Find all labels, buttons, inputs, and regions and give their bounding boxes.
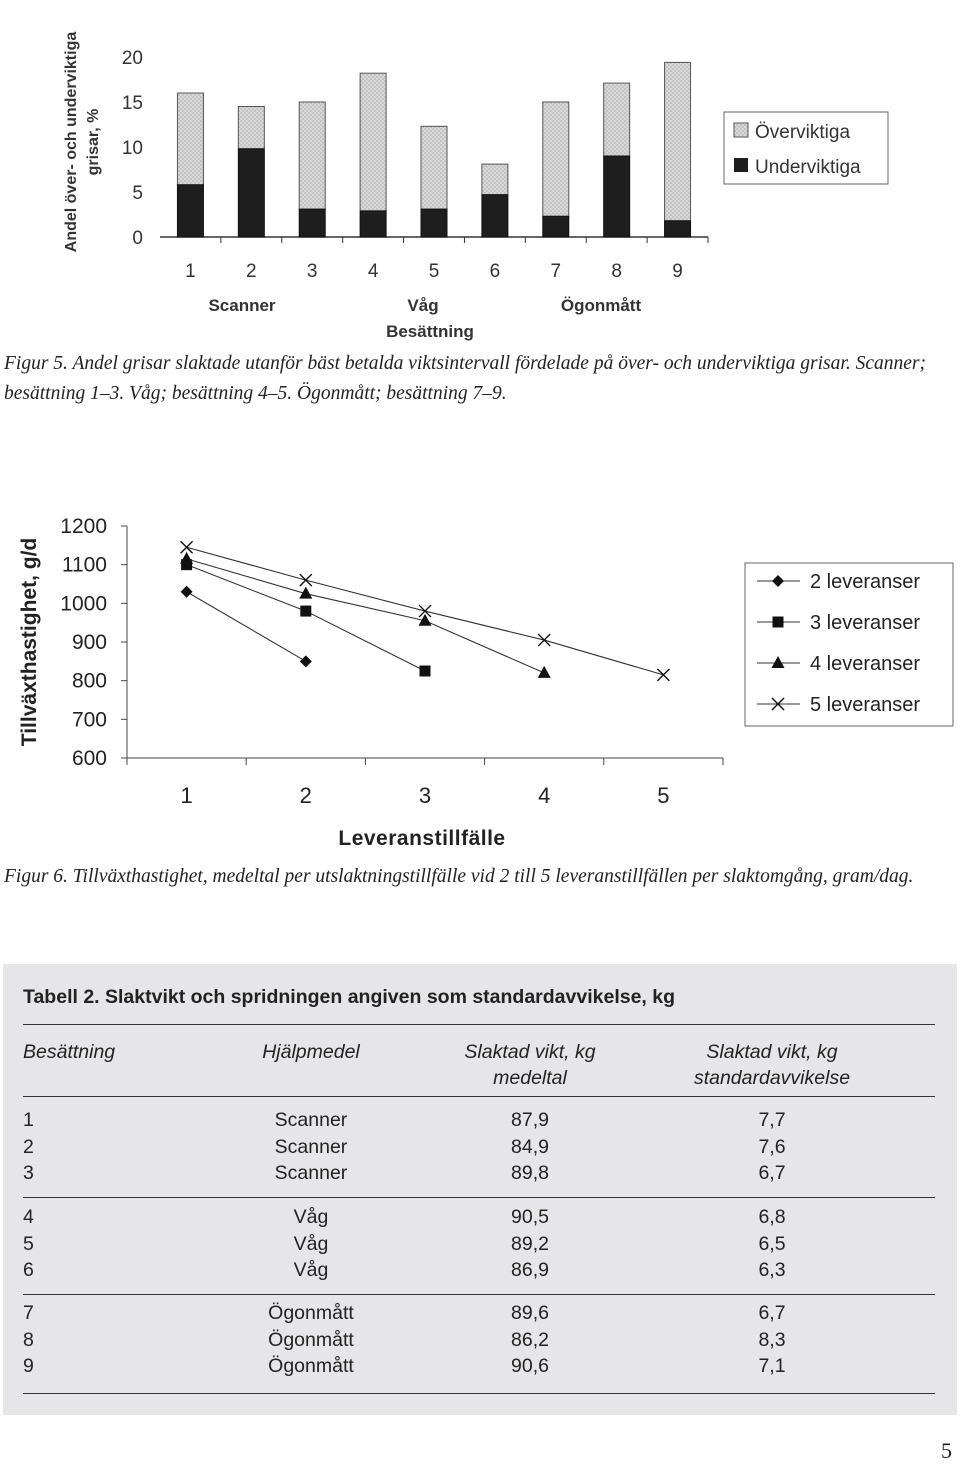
legend-label: 3 leveranser xyxy=(810,612,921,634)
cell-medel: 90,6 xyxy=(511,1355,549,1377)
y-axis-title xyxy=(63,32,102,253)
x-tick-label: 4 xyxy=(538,783,551,808)
figure-6-chart xyxy=(0,500,960,860)
y-tick-label: 0 xyxy=(132,228,143,249)
y-tick-label: 1000 xyxy=(60,592,107,616)
data-point-diamond xyxy=(300,655,312,667)
cell-hj: Ögonmått xyxy=(268,1328,354,1351)
bar-underviktiga xyxy=(238,149,264,237)
x-axis-title: Besättning xyxy=(386,322,474,341)
table-rule-group xyxy=(23,1197,935,1198)
cell-bes: 8 xyxy=(23,1328,34,1351)
series-triangle xyxy=(180,552,551,678)
legend-label: 4 leveranser xyxy=(810,653,921,675)
y-tick-label: 1200 xyxy=(60,515,107,538)
cell-sd: 7,6 xyxy=(758,1135,786,1158)
cell-medel: 89,8 xyxy=(511,1162,549,1184)
bar-overviktiga xyxy=(482,164,508,195)
table-2 xyxy=(3,964,957,1415)
table-title: Tabell 2. Slaktvikt och spridningen angiven som standardavvikelse, kg xyxy=(23,986,676,1008)
x-tick-label: 3 xyxy=(418,783,432,808)
legend-label: 5 leveranser xyxy=(810,694,921,716)
series-x xyxy=(181,541,670,681)
table-rule-top xyxy=(23,1024,935,1025)
x-tick-label: 6 xyxy=(489,261,501,282)
x-tick-label: 5 xyxy=(657,783,670,808)
cell-hj: Scanner xyxy=(274,1109,348,1131)
figure-6-caption: Figur 6. Tillväxthastighet, medeltal per utslaktningstillfälle vid 2 till 5 leveranstillfällen per slaktomgång, gram/dag. xyxy=(4,866,914,887)
x-tick-label: 2 xyxy=(299,783,312,808)
header-sd-line1: Slaktad vikt, kg xyxy=(706,1041,838,1063)
group-label: Scanner xyxy=(208,296,276,315)
bar-overviktiga xyxy=(421,126,447,209)
data-point-triangle xyxy=(180,552,193,564)
y-tick-label: 1100 xyxy=(61,553,107,577)
x-tick-label: 4 xyxy=(367,261,379,282)
data-point-diamond xyxy=(181,586,193,598)
header-besattning: Besättning xyxy=(23,1041,116,1063)
x-tick-label: 8 xyxy=(611,261,622,282)
bar-overviktiga xyxy=(177,93,203,185)
data-point-square xyxy=(300,606,311,617)
data-point-x xyxy=(538,634,550,646)
figure-5-chart xyxy=(0,0,960,345)
cell-sd: 6,7 xyxy=(758,1162,786,1184)
cell-sd: 6,7 xyxy=(758,1302,786,1324)
y-tick-label: 15 xyxy=(121,93,143,114)
cell-sd: 6,5 xyxy=(758,1232,786,1255)
bar-underviktiga xyxy=(543,216,569,237)
series-line xyxy=(187,559,545,673)
bar-underviktiga xyxy=(421,209,447,237)
header-medeltal-line2: medeltal xyxy=(493,1067,567,1089)
cell-medel: 86,2 xyxy=(511,1328,549,1351)
bar-underviktiga xyxy=(665,221,691,237)
cell-hj: Våg xyxy=(293,1259,329,1281)
cell-sd: 7,7 xyxy=(758,1109,786,1131)
cell-bes: 2 xyxy=(23,1135,34,1158)
y-tick-label: 600 xyxy=(71,747,107,770)
cell-sd: 7,1 xyxy=(758,1355,786,1377)
page-number: 5 xyxy=(941,1438,952,1463)
x-tick-label: 5 xyxy=(428,261,440,282)
legend-swatch-underviktiga xyxy=(734,158,748,172)
x-tick-label: 9 xyxy=(672,261,683,282)
data-point-x xyxy=(300,574,312,586)
bar-overviktiga xyxy=(604,83,630,156)
bar-underviktiga xyxy=(604,156,630,237)
cell-medel: 86,9 xyxy=(511,1259,549,1281)
y-tick-label: 700 xyxy=(71,708,107,732)
cell-sd: 6,8 xyxy=(758,1206,786,1228)
cell-medel: 87,9 xyxy=(511,1109,549,1131)
cell-bes: 9 xyxy=(23,1355,34,1377)
figure-5-caption: Figur 5. Andel grisar slaktade utanför bäst betalda viktsintervall fördelade på över- och underviktiga grisar. Scanner; besättning 1–3. Våg; besättning 4–5. Ögonmått; besättning 7–9. xyxy=(4,353,926,404)
cell-hj: Våg xyxy=(293,1232,329,1255)
header-medeltal-line1: Slaktad vikt, kg xyxy=(464,1041,596,1063)
y-tick-label: 20 xyxy=(121,48,143,69)
bar-overviktiga xyxy=(360,73,386,211)
cell-hj: Ögonmått xyxy=(268,1355,354,1377)
series-diamond xyxy=(181,586,312,668)
bar-overviktiga xyxy=(238,107,264,149)
y-axis-title-line1: Andel över- och underviktiga xyxy=(63,31,80,253)
group-label: Ögonmått xyxy=(560,296,642,315)
bar-overviktiga xyxy=(665,62,691,220)
header-hjalpmedel: Hjälpmedel xyxy=(262,1041,360,1063)
cell-bes: 1 xyxy=(23,1109,34,1131)
legend-label-underviktiga: Underviktiga xyxy=(755,157,861,178)
bar-underviktiga xyxy=(360,211,386,237)
legend-swatch-overviktiga xyxy=(734,123,748,137)
legend-marker-square xyxy=(773,617,784,628)
cell-bes: 5 xyxy=(23,1232,34,1255)
cell-bes: 6 xyxy=(23,1259,34,1281)
cell-hj: Ögonmått xyxy=(268,1302,354,1324)
cell-medel: 89,6 xyxy=(511,1302,549,1324)
data-point-square xyxy=(420,666,431,677)
x-tick-label: 3 xyxy=(306,261,318,282)
cell-hj: Scanner xyxy=(274,1135,348,1158)
cell-sd: 8,3 xyxy=(758,1328,786,1351)
y-tick-label: 900 xyxy=(71,631,107,654)
x-tick-label: 1 xyxy=(185,261,196,282)
bar-underviktiga xyxy=(482,195,508,237)
y-tick-label: 800 xyxy=(71,669,107,693)
data-point-x xyxy=(657,669,669,681)
table-rule-group xyxy=(23,1294,935,1295)
bar-overviktiga xyxy=(543,102,569,216)
data-point-x xyxy=(181,541,193,553)
cell-medel: 84,9 xyxy=(511,1135,549,1158)
cell-bes: 3 xyxy=(23,1162,34,1184)
bar-overviktiga xyxy=(299,102,325,209)
cell-bes: 4 xyxy=(23,1206,34,1228)
y-tick-label: 10 xyxy=(121,138,143,159)
group-label: Våg xyxy=(407,296,439,315)
header-sd-line2: standardavvikelse xyxy=(693,1067,851,1089)
cell-medel: 90,5 xyxy=(511,1206,549,1228)
x-tick-label: 2 xyxy=(246,261,257,282)
x-axis-title: Leveranstillfälle xyxy=(338,827,506,850)
series-line xyxy=(187,592,306,662)
bar-underviktiga xyxy=(177,185,203,237)
cell-medel: 89,2 xyxy=(511,1232,549,1255)
cell-hj: Våg xyxy=(293,1206,329,1228)
x-tick-label: 7 xyxy=(550,261,562,282)
cell-sd: 6,3 xyxy=(758,1259,786,1281)
table-rule-bottom xyxy=(23,1393,935,1394)
legend-label-overviktiga: Överviktiga xyxy=(755,122,851,143)
y-tick-label: 5 xyxy=(132,183,143,204)
bar-underviktiga xyxy=(299,209,325,237)
x-tick-label: 1 xyxy=(180,783,193,808)
table-rule-header xyxy=(23,1096,935,1097)
y-axis-title-line2: grisar, % xyxy=(85,108,102,176)
legend-label: 2 leveranser xyxy=(810,571,921,593)
cell-bes: 7 xyxy=(23,1302,34,1324)
y-axis-title: Tillväxthastighet, g/d xyxy=(18,537,41,747)
data-point-triangle xyxy=(538,666,551,678)
cell-hj: Scanner xyxy=(274,1162,348,1184)
